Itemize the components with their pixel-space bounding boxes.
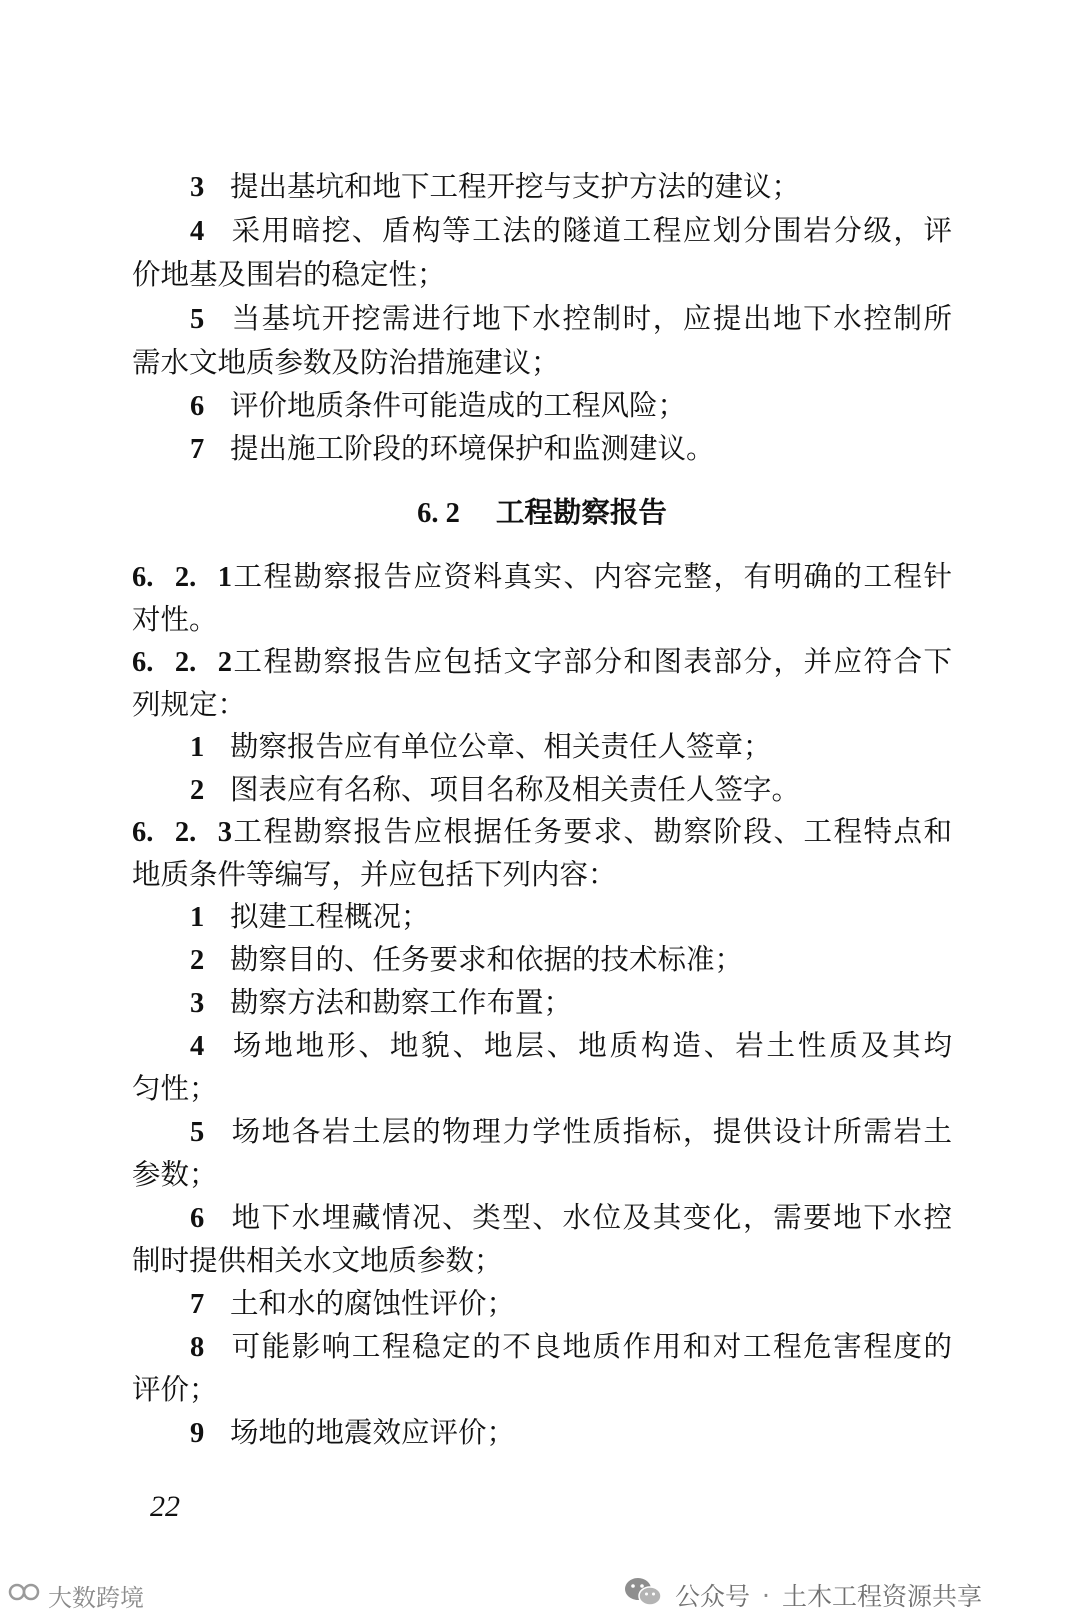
item-text: 场地各岩土层的物理力学性质指标，提供设计所需岩土: [230, 1115, 952, 1148]
item-number: 4: [190, 216, 205, 247]
clause: [132, 810, 952, 854]
item-continuation: 评价；: [132, 1373, 218, 1406]
item-number: 5: [190, 1117, 205, 1148]
item-number: 8: [190, 1332, 205, 1363]
clause-continuation: 对性。: [132, 603, 218, 636]
section-number: 6. 2: [417, 498, 460, 529]
item-text: 评价地质条件可能造成的工程风险；: [230, 389, 687, 422]
watermark-prefix: 公众号: [675, 1582, 751, 1611]
item-number: 7: [190, 434, 205, 465]
list-item: [190, 1325, 952, 1369]
item-continuation: 制时提供相关水文地质参数；: [132, 1244, 503, 1277]
list-item: [190, 427, 952, 471]
watermark-left-text: 大数跨境: [48, 1583, 144, 1612]
clause: [132, 640, 952, 684]
item-number: 5: [190, 304, 205, 335]
clause-continuation: 列规定：: [132, 688, 247, 721]
clause-text: 工程勘察报告应资料真实、内容完整，有明确的工程针: [232, 560, 952, 593]
section-heading: [132, 490, 952, 536]
list-item: [190, 297, 952, 341]
item-number: 4: [190, 1031, 205, 1062]
list-item: [190, 1282, 952, 1326]
item-text: 场地地形、地貌、地层、地质构造、岩土性质及其均: [230, 1029, 952, 1062]
clause: [132, 555, 952, 599]
item-text: 提出基坑和地下工程开挖与支护方法的建议；: [230, 170, 801, 203]
list-item: [190, 981, 952, 1025]
item-text: 可能影响工程稳定的不良地质作用和对工程危害程度的: [230, 1330, 952, 1363]
item-text: 土和水的腐蚀性评价；: [230, 1287, 516, 1320]
clause-number: 6. 2. 3: [132, 817, 232, 848]
item-number: 2: [190, 945, 205, 976]
item-number: 2: [190, 775, 205, 806]
item-text: 拟建工程概况；: [230, 900, 430, 933]
item-text: 图表应有名称、项目名称及相关责任人签字。: [230, 773, 801, 806]
item-continuation: 价地基及围岩的稳定性；: [132, 258, 446, 291]
clause-text: 工程勘察报告应包括文字部分和图表部分，并应符合下: [232, 645, 952, 678]
watermark-separator: ·: [762, 1580, 770, 1610]
wechat-icon: [623, 1575, 663, 1615]
clause-number: 6. 2. 2: [132, 647, 232, 678]
item-number: 6: [190, 391, 205, 422]
item-number: 1: [190, 902, 205, 933]
list-item: [190, 1110, 952, 1154]
list-item: [190, 1411, 952, 1455]
clause-continuation: 地质条件等编写，并应包括下列内容：: [132, 858, 617, 891]
item-text: 勘察报告应有单位公章、相关责任人签章；: [230, 730, 772, 763]
list-item: [190, 1196, 952, 1240]
watermark-right: [623, 1573, 982, 1617]
watermark-account-name: 土木工程资源共享: [781, 1582, 982, 1611]
item-continuation: 参数；: [132, 1158, 218, 1191]
list-item: [190, 725, 952, 769]
clause-number: 6. 2. 1: [132, 562, 232, 593]
list-item: [190, 938, 952, 982]
item-continuation: 需水文地质参数及防治措施建议；: [132, 346, 560, 379]
item-text: 地下水埋藏情况、类型、水位及其变化，需要地下水控: [230, 1201, 952, 1234]
list-item: [190, 895, 952, 939]
item-continuation: 匀性；: [132, 1072, 218, 1105]
list-item: [190, 1024, 952, 1068]
item-text: 勘察目的、任务要求和依据的技术标准；: [230, 943, 744, 976]
list-item: [190, 768, 952, 812]
item-number: 1: [190, 732, 205, 763]
item-text: 提出施工阶段的环境保护和监测建议。: [230, 432, 715, 465]
list-item: [190, 384, 952, 428]
item-number: 7: [190, 1289, 205, 1320]
item-text: 场地的地震效应评价；: [230, 1416, 516, 1449]
watermark-logo-icon: [8, 1577, 42, 1613]
list-item: [190, 209, 952, 253]
item-number: 9: [190, 1418, 205, 1449]
watermark-left: [8, 1575, 144, 1615]
clause-text: 工程勘察报告应根据任务要求、勘察阶段、工程特点和: [232, 815, 952, 848]
item-text: 勘察方法和勘察工作布置；: [230, 986, 573, 1019]
item-number: 3: [190, 172, 205, 203]
section-title: 工程勘察报告: [495, 495, 667, 529]
page-number: 22: [150, 1490, 180, 1523]
item-number: 3: [190, 988, 205, 1019]
item-text: 当基坑开挖需进行地下水控制时，应提出地下水控制所: [230, 302, 952, 335]
item-text: 采用暗挖、盾构等工法的隧道工程应划分围岩分级，评: [230, 214, 952, 247]
list-item: [190, 165, 952, 209]
item-number: 6: [190, 1203, 205, 1234]
